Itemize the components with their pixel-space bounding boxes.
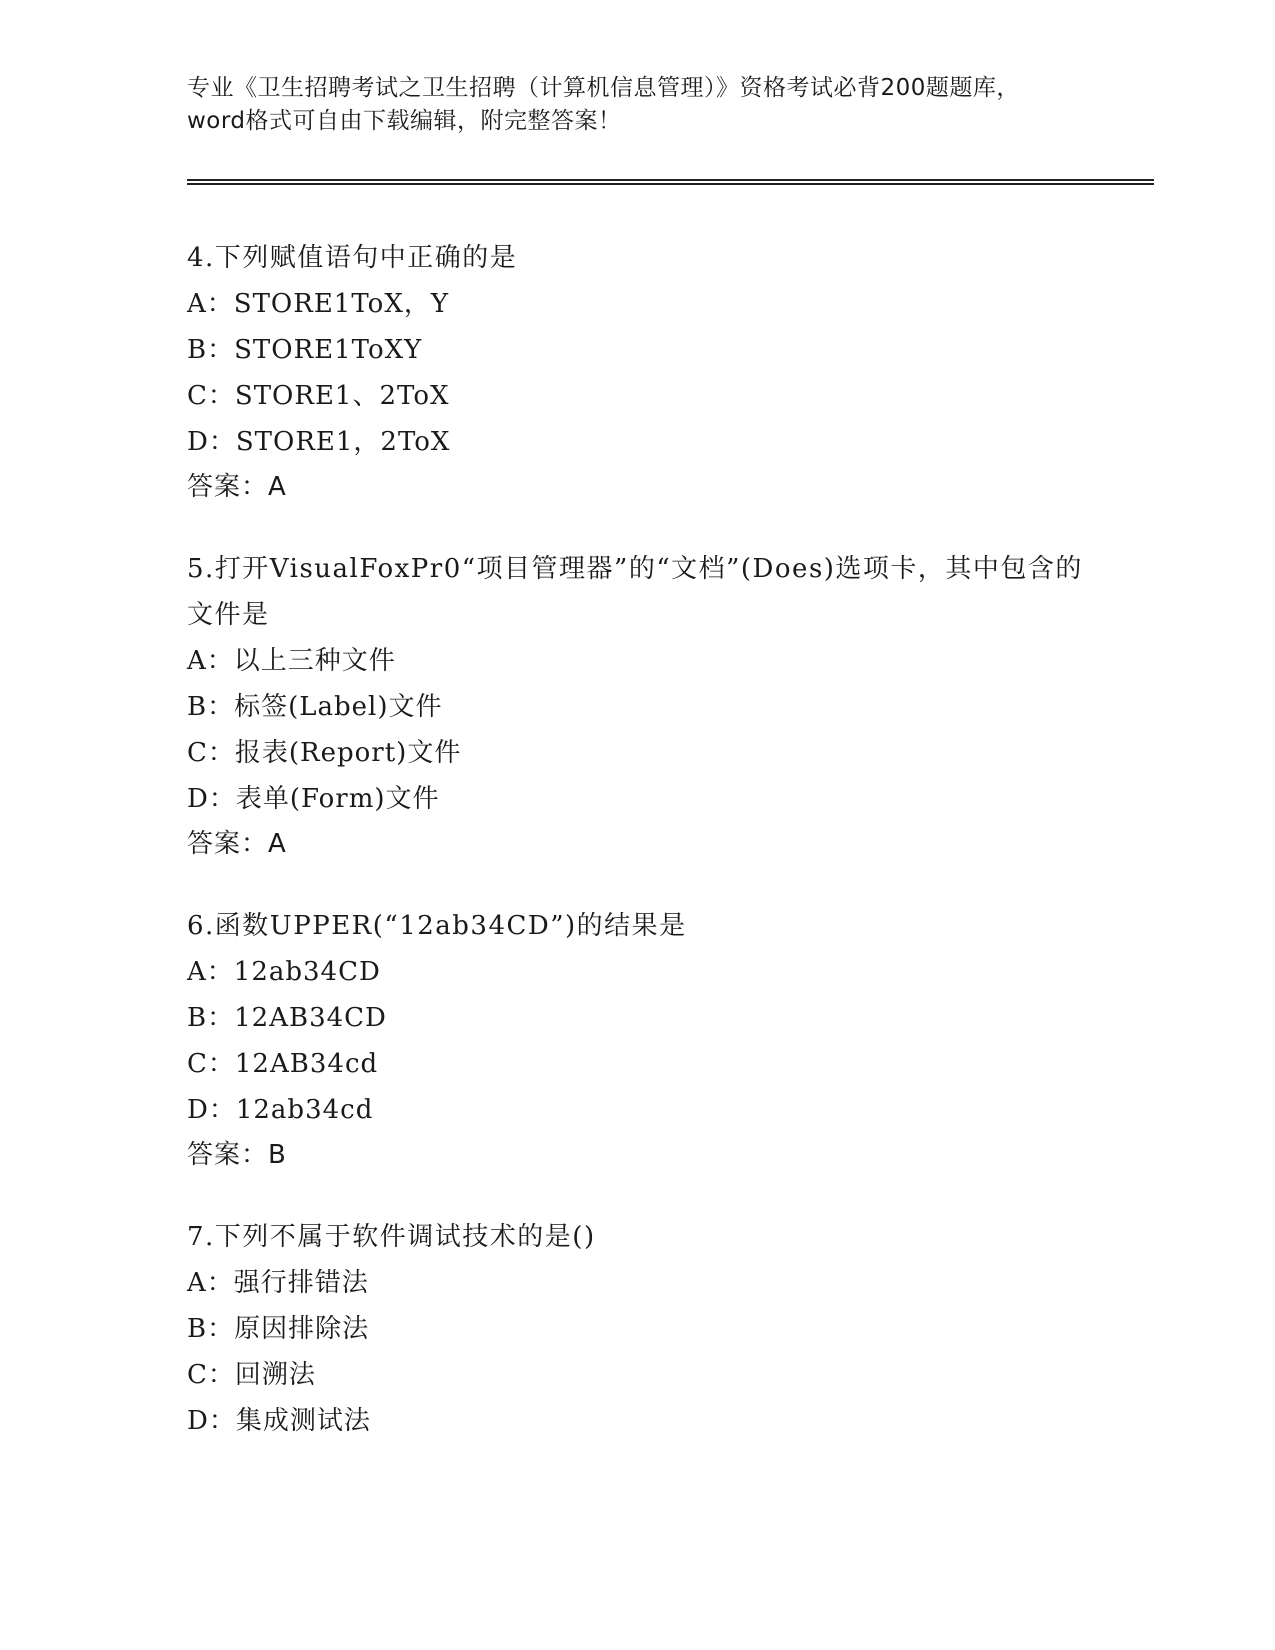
document-header: [187, 72, 1087, 138]
header-line-1: 专业《卫生招聘考试之卫生招聘（计算机信息管理）》资格考试必背200题题库，: [187, 75, 1020, 101]
answer-line: 答案：B: [187, 1140, 287, 1170]
header-rule-bottom: [187, 183, 1154, 185]
option-a: A：以上三种文件: [187, 646, 396, 676]
option-d: D：集成测试法: [187, 1406, 371, 1436]
option-a: A：12ab34CD: [187, 957, 381, 987]
option-a: A：STORE1ToX，Y: [187, 289, 449, 319]
question-6: [187, 903, 1087, 1177]
answer-line: 答案：A: [187, 472, 287, 502]
option-c: C：12AB34cd: [187, 1049, 379, 1079]
question-text: 7.下列不属于软件调试技术的是(): [187, 1222, 596, 1252]
option-d: D：12ab34cd: [187, 1095, 374, 1125]
option-b: B：12AB34CD: [187, 1003, 387, 1033]
header-line-2: word格式可自由下载编辑，附完整答案！: [187, 108, 622, 134]
question-text: 6.函数UPPER(“12ab34CD”)的结果是: [187, 911, 687, 941]
question-text: 4.下列赋值语句中正确的是: [187, 243, 518, 273]
question-5: [187, 546, 1087, 866]
question-list: [187, 235, 1087, 1481]
option-d: D：表单(Form)文件: [187, 784, 440, 814]
option-d: D：STORE1，2ToX: [187, 427, 451, 457]
question-4: [187, 235, 1087, 509]
option-c: C：报表(Report)文件: [187, 738, 462, 768]
option-c: C：STORE1、2ToX: [187, 381, 450, 411]
question-7: [187, 1214, 1087, 1444]
option-b: B：标签(Label)文件: [187, 692, 443, 722]
question-text: 5.打开VisualFoxPr0“项目管理器”的“文档”(Does)选项卡，其中包含的文件是: [187, 554, 1083, 630]
option-c: C：回溯法: [187, 1360, 316, 1390]
option-a: A：强行排错法: [187, 1268, 369, 1298]
option-b: B：原因排除法: [187, 1314, 370, 1344]
header-rule-top: [187, 179, 1154, 181]
answer-line: 答案：A: [187, 829, 287, 859]
option-b: B：STORE1ToXY: [187, 335, 423, 365]
